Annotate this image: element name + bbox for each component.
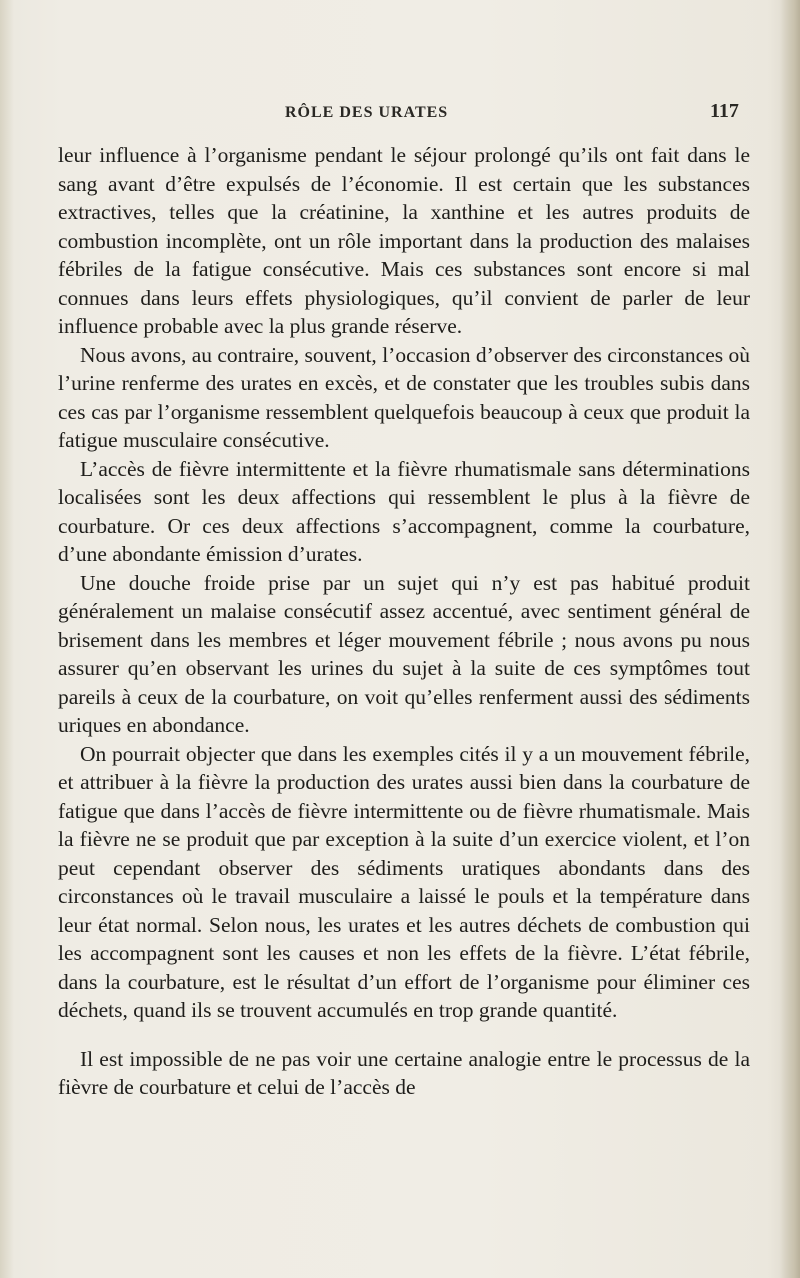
page-right-edge-shadow <box>780 0 800 1278</box>
paragraph-1: leur influence à l’organisme pendant le séjour prolongé qu’ils ont fait dans le sang avant d’être expulsés de l’économie. Il est certain que les substances extractives, telles que la créatinine, la xanthine et les autres produits de combustion incomplète, ont un rôle important dans la production des malaises fébriles de la fatigue consécutive. Mais ces substances sont encore si mal connues dans leurs effets physiologiques, qu’il convient de parler de leur influence probable avec la plus grande réserve. <box>58 143 750 338</box>
page-number: 117 <box>710 100 739 122</box>
paragraph-5: On pourrait objecter que dans les exemples cités il y a un mouvement fébrile, et attribuer à la fièvre la production des urates aussi bien dans la courbature de fatigue que dans l’accès de fièvre intermittente ou de fièvre rhumatismale. Mais la fièvre ne se produit que par exception à la suite d’un exercice violent, et l’on peut cependant observer des sédiments uratiques abondants dans des circonstances où le travail musculaire a laissé le pouls et la température dans leur état normal. Selon nous, les urates et les autres déchets de combustion qui les accompagnent sont les causes et non les effets de la fièvre. L’état fébrile, dans la courbature, est le résultat d’un effort de l’organisme pour éliminer ces déchets, quand ils se trouvent accumulés en trop grande quantité. <box>58 741 750 1022</box>
paragraph-2: Nous avons, au contraire, souvent, l’occasion d’observer des circonstances où l’urine renferme des urates en excès, et de constater que les troubles subis dans ces cas par l’organisme ressemblent quelquefois beaucoup à ceux que produit la fatigue musculaire consécutive. <box>58 342 750 452</box>
paragraph-3: L’accès de fièvre intermittente et la fièvre rhumatismale sans déterminations localisées sont les deux affections qui ressemblent le plus à la fièvre de courbature. Or ces deux affections s’accompagnent, comme la courbature, d’une abondante émission d’urates. <box>58 456 750 566</box>
body-text <box>58 141 750 1102</box>
paragraph-6: Il est impossible de ne pas voir une certaine analogie entre le processus de la fièvre de courbature et celui de l’accès de <box>58 1046 750 1099</box>
running-title: RÔLE DES URATES <box>285 104 449 121</box>
page-header <box>0 100 800 128</box>
page-left-edge-shadow <box>0 0 14 1278</box>
paragraph-4: Une douche froide prise par un sujet qui n’y est pas habitué produit généralement un malaise consécutif assez accentué, avec sentiment général de brisement dans les membres et léger mouvement fébrile ; nous avons pu nous assurer qu’en observant les urines du sujet à la suite de ces symptômes tout pareils à ceux de la courbature, on voit qu’elles renferment aussi des sédiments uriques en abondance. <box>58 570 750 737</box>
